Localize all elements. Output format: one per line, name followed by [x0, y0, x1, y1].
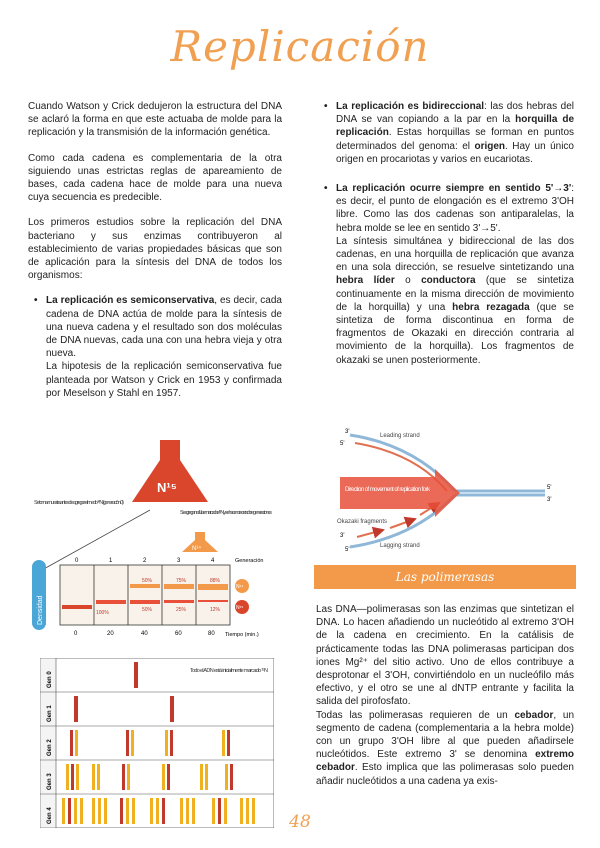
term-horquilla: horquilla de replicación: [336, 114, 575, 139]
leading-label: Leading strand: [380, 433, 420, 439]
note-generation-0: Se toma muestra antes de agregar el medio ¹⁴N (generación 0): [34, 500, 124, 506]
pct-label: 25%: [176, 607, 187, 613]
lagging-label: Lagging strand: [380, 543, 420, 549]
okazaki-fragment: [357, 530, 383, 537]
gel-note: Todo el ADN está inicialmente marcado ¹⁵N: [190, 668, 268, 674]
paragraph-complementary: Como cada cadena es complementaria de la otra siguiendo unas estrictas reglas de apareamiento de bases, cada cadena hace de molde para una nueva cuya secuencia es predecible.: [28, 152, 282, 204]
time-tick: 60: [175, 631, 182, 637]
gel-band: [200, 764, 203, 790]
term-lider: hebra líder: [336, 275, 395, 287]
page-number: 48: [289, 812, 311, 832]
text-span: , un segmento de cadena (complementaria a la hebra molde) con un grupo 3'OH libre al que pueden añadirsele nucleótidos. Este extremo 3' se denomina: [316, 709, 575, 761]
pct-label: 12%: [210, 607, 221, 613]
band-hybrid: [198, 600, 228, 602]
page-title: Replicación: [170, 22, 430, 71]
text-span: : es decir, el punto de elongación es el extremo 3'OH libre. Como las dos cadenas son antiparalelas, la hebra molde se lee en sentido 3'→5'.: [336, 183, 574, 234]
gel-band: [122, 764, 125, 790]
term-cebador: cebador: [514, 709, 554, 721]
term-origen: origen: [474, 140, 506, 152]
gel-band: [167, 764, 170, 790]
band-light: [198, 584, 228, 590]
gel-band: [162, 764, 165, 790]
time-label: Tiempo (min.): [225, 632, 259, 638]
replication-fork-diagram: [335, 425, 560, 555]
gen-tick: 0: [75, 558, 79, 564]
okazaki-label: Okazaki fragments: [337, 519, 388, 525]
polymerases-text: [316, 603, 574, 788]
gel-band: [134, 662, 138, 688]
right-column: [318, 100, 574, 379]
text-span: . Esto implica que las polimerasas solo pueden añadir nucleótidos a una cadena ya exis-: [316, 762, 574, 787]
text-span: La síntesis simultánea y bidireccional de las dos cadenas, en una horquilla de replicación que avanza en una sola dirección, se resuelve sintetizando una: [336, 235, 574, 274]
pct-label: 88%: [210, 578, 221, 584]
gel-band: [76, 764, 79, 790]
gel-band: [230, 764, 233, 790]
gel-row-label: Gen 4: [47, 807, 53, 824]
gel-band: [126, 730, 129, 756]
bullet-heading: La replicación ocurre siempre en sentido 5'→3': [336, 183, 572, 195]
band-hybrid: [96, 600, 126, 604]
gel-bands-diagram: [40, 658, 274, 828]
term-extremo-cebador: extremo cebador: [316, 749, 574, 774]
paragraph-hypothesis: La hipotesis de la replicación semiconservativa fue planteada por Watson y Crick en 1953 y confirmada por Meselson y Stahl en 1957.: [46, 361, 282, 399]
gel-band: [227, 730, 230, 756]
end-label: 3': [345, 429, 350, 435]
gel-band: [74, 696, 78, 722]
text-span: o: [394, 275, 422, 287]
bullet-dot: •: [324, 183, 328, 195]
time-tick: 0: [74, 631, 78, 637]
gel-band: [131, 730, 134, 756]
term-conductora: conductora: [421, 275, 476, 287]
text-span: . Estas horquillas se forman en puntos determinados del genoma: el: [336, 127, 574, 152]
gen-tick: 3: [177, 558, 181, 564]
sample-arrow: [42, 510, 150, 570]
flask-n15-label: N¹⁵: [157, 480, 177, 495]
gel-band: [71, 764, 74, 790]
end-label: 5': [547, 485, 552, 491]
band-heavy: [62, 605, 92, 609]
n15-marker-label: N¹⁵: [236, 605, 244, 611]
bullet-heading: La replicación es semiconservativa: [46, 295, 215, 307]
generation-label: Generación: [235, 558, 264, 564]
band-hybrid: [164, 600, 194, 603]
note-add-cells: Se agregan células marcadas ¹⁵N y se hacen crecer sobre generaciones: [180, 510, 272, 516]
gel-band: [170, 696, 174, 722]
density-label: Densidad: [37, 595, 44, 625]
end-label: 5': [340, 441, 345, 447]
bullet-text: , es decir, cada cadena de DNA actúa de molde para la síntesis de una nueva cadena y el resultado son dos moléculas de DNA nuevas, cada una con una hebra vieja y otra nueva.: [46, 295, 282, 360]
end-label: 3': [547, 497, 552, 503]
gel-row-label: Gen 0: [47, 671, 53, 688]
text-span: Todas las polimerasas requieren de un: [316, 709, 515, 721]
gel-band: [75, 730, 78, 756]
time-tick: 80: [208, 631, 215, 637]
gel-row-label: Gen 1: [47, 705, 53, 722]
gel-band: [205, 764, 208, 790]
end-label: 3': [340, 533, 345, 539]
bullet-bidirectional: [318, 100, 574, 166]
direction-label: Direction of movement of replication fork: [345, 487, 430, 493]
time-tick: 20: [107, 631, 114, 637]
paragraph-polymerases: Las DNA—polimerasas son las enzimas que sintetizan el DNA. Lo hacen añadiendo un nucleótido al extremo 3'OH de la cadena en crecimiento. En la catálisis de prácticamente todas las DNA polimerasas participan dos iones Mg²⁺ del sitio activo. Uno de ellos contribuye a desprotonar el 3'OH, convirtiéndolo en un nucleófilo más efectivo, y el otro se une al dNTP entrante y facilita la salida del pirofosfato.: [316, 604, 574, 708]
paragraph-studies: Los primeros estudios sobre la replicación del DNA bacteriano y sus enzimas contribuyeron al establecimiento de varias propiedades básicas que son de aplicación para la síntesis del DNA de todos los organismos:: [28, 217, 282, 282]
text-span: : las dos hebras del DNA se van copiando a la par en la: [336, 101, 574, 126]
flask-n14-label: N¹⁴: [192, 546, 201, 552]
gradient-chart: [60, 565, 230, 625]
paragraph-intro: Cuando Watson y Crick dedujeron la estructura del DNA se aclaró la forma en que este actuaba de molde para la replicación y la transmisión de la información genética.: [28, 101, 282, 139]
meselson-stahl-diagram: [30, 440, 278, 650]
time-tick: 40: [141, 631, 148, 637]
bullet-heading: La replicación es bidireccional: [336, 101, 485, 112]
pct-label: 50%: [142, 607, 153, 613]
gen-tick: 2: [143, 558, 147, 564]
gel-row-label: Gen 2: [47, 739, 53, 756]
end-label: 5': [345, 547, 350, 553]
gel-band: [165, 730, 168, 756]
pct-label: 50%: [142, 578, 153, 584]
bullet-dot: •: [34, 295, 38, 307]
gen-tick: 1: [109, 558, 113, 564]
band-light: [130, 584, 160, 588]
band-light: [164, 584, 194, 589]
gel-band: [170, 730, 173, 756]
term-rezagada: hebra rezagada: [452, 301, 530, 313]
gel-band: [66, 764, 69, 790]
fork-direction-arrow: [340, 469, 460, 517]
gel-band: [97, 764, 100, 790]
n14-marker-label: N¹⁴: [236, 584, 244, 590]
section-banner-polimerasas: Las polimerasas: [314, 565, 576, 589]
gen-tick: 4: [211, 558, 215, 564]
bullet-semiconservative: [28, 294, 282, 400]
bullet-dot: •: [324, 101, 328, 112]
gel-band: [127, 764, 130, 790]
pct-label: 100%: [96, 610, 109, 616]
left-column: [28, 100, 282, 412]
gel-band: [225, 764, 228, 790]
text-span: (que se sintetiza continuamente en la misma dirección de movimiento de la horquilla) y una: [336, 275, 574, 313]
text-span: . Hay un único origen en procariotas y varios en eucariotas.: [336, 140, 574, 165]
text-span: (que se sintetiza de forma discontinua en forma de fragmentos de Okazaki en dirección contraria al movimiento de la horquilla). Los fragmentos de okazaki se unen posteriormente.: [336, 301, 574, 366]
gel-band: [92, 764, 95, 790]
gel-band: [70, 730, 73, 756]
band-hybrid: [130, 600, 160, 604]
pct-label: 75%: [176, 578, 187, 584]
bullet-direction: [318, 182, 574, 367]
gel-row-label: Gen 3: [47, 773, 53, 790]
gel-band: [222, 730, 225, 756]
